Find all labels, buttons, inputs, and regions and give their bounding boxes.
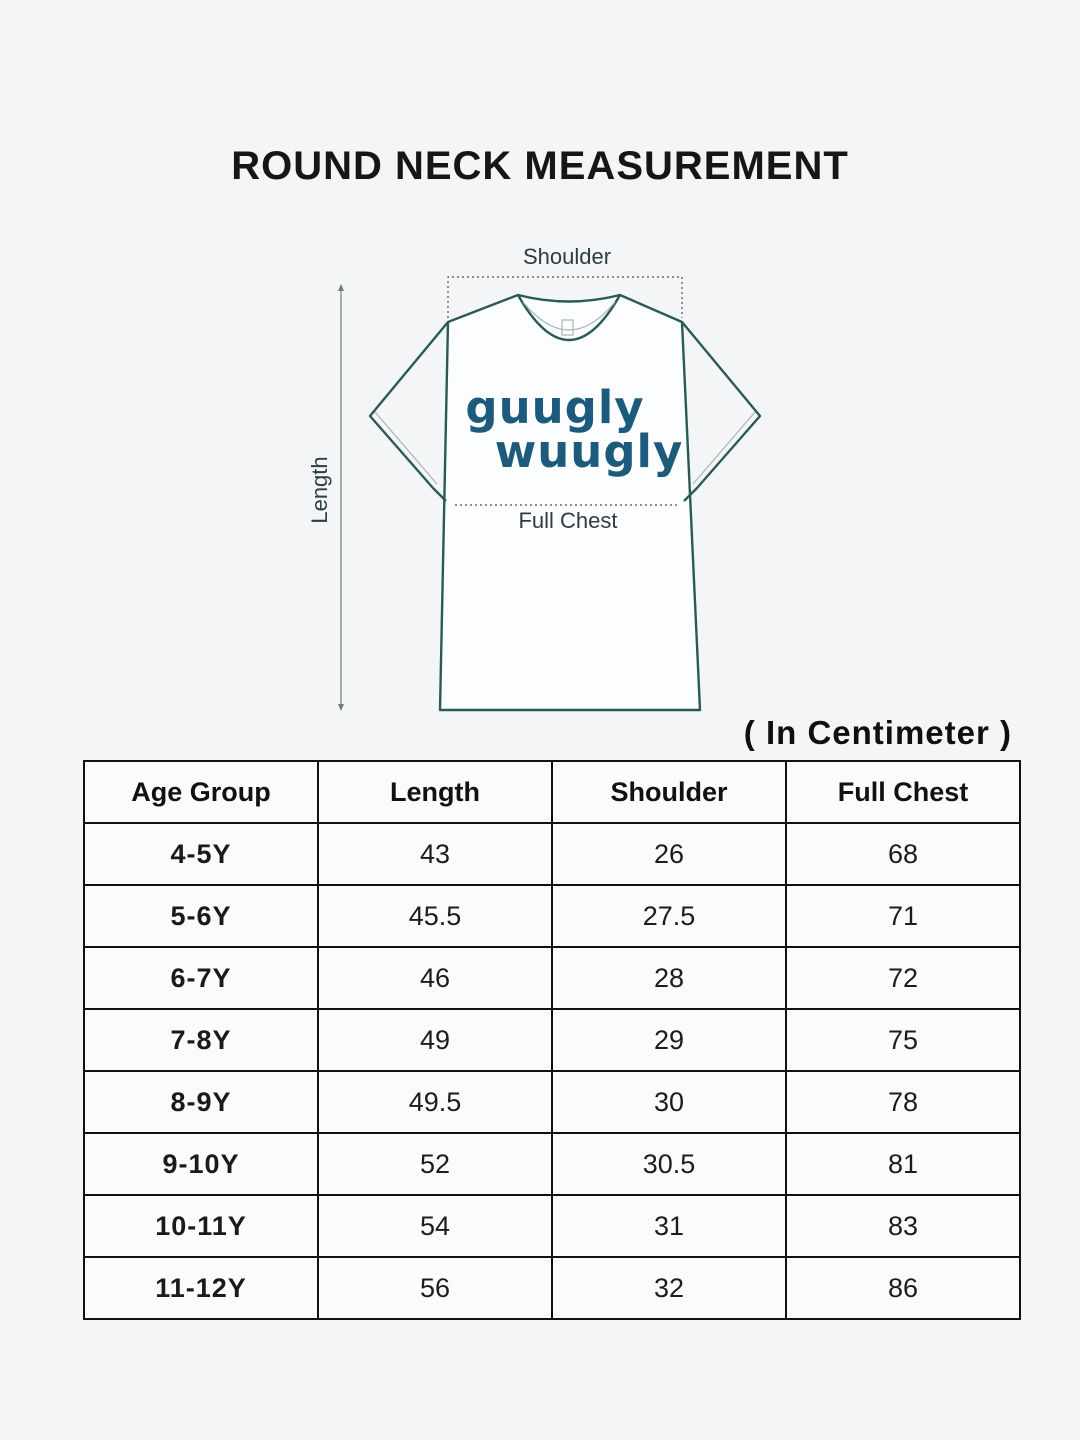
tshirt-body-outline [440,295,700,710]
length-cell: 52 [318,1133,552,1195]
shoulder-cell: 30.5 [552,1133,786,1195]
full-chest-cell: 78 [786,1071,1020,1133]
age-cell: 9-10Y [84,1133,318,1195]
length-cell: 45.5 [318,885,552,947]
shoulder-cell: 29 [552,1009,786,1071]
table-row [84,947,1020,1009]
shoulder-cell: 26 [552,823,786,885]
table-header-row [84,761,1020,823]
length-cell: 54 [318,1195,552,1257]
age-cell: 8-9Y [84,1071,318,1133]
full-chest-cell: 75 [786,1009,1020,1071]
length-arrow-top-icon [338,284,344,291]
length-cell: 46 [318,947,552,1009]
length-arrow-bottom-icon [338,704,344,711]
shoulder-cell: 28 [552,947,786,1009]
shoulder-cell: 27.5 [552,885,786,947]
shoulder-cell: 31 [552,1195,786,1257]
table-row [84,1257,1020,1319]
tshirt-diagram-svg [300,238,780,738]
header-age-group: Age Group [84,761,318,823]
right-sleeve-outline [682,322,760,501]
brand-logo-line1: guugly [465,381,645,434]
brand-logo-line2: wuugly [494,425,684,478]
table-row [84,1071,1020,1133]
age-cell: 11-12Y [84,1257,318,1319]
age-cell: 4-5Y [84,823,318,885]
full-chest-cell: 83 [786,1195,1020,1257]
age-cell: 10-11Y [84,1195,318,1257]
tshirt-measurement-diagram [300,238,780,738]
full-chest-cell: 71 [786,885,1020,947]
age-cell: 7-8Y [84,1009,318,1071]
length-cell: 56 [318,1257,552,1319]
unit-note: ( In Centimeter ) [743,714,1012,751]
full-chest-cell: 72 [786,947,1020,1009]
length-measure-label: Length [307,456,332,524]
table-row [84,823,1020,885]
age-cell: 5-6Y [84,885,318,947]
shoulder-cell: 32 [552,1257,786,1319]
shoulder-cell: 30 [552,1071,786,1133]
length-cell: 49 [318,1009,552,1071]
header-full-chest: Full Chest [786,761,1020,823]
table-row [84,1195,1020,1257]
full-chest-cell: 86 [786,1257,1020,1319]
full-chest-cell: 81 [786,1133,1020,1195]
table-row [84,1009,1020,1071]
header-length: Length [318,761,552,823]
size-table [83,760,1021,1320]
shoulder-measure-label: Shoulder [522,244,612,269]
page-title: ROUND NECK MEASUREMENT [231,144,849,188]
full-chest-measure-label: Full Chest [518,508,618,533]
full-chest-cell: 68 [786,823,1020,885]
age-cell: 6-7Y [84,947,318,1009]
length-cell: 49.5 [318,1071,552,1133]
table-row [84,885,1020,947]
length-cell: 43 [318,823,552,885]
header-shoulder: Shoulder [552,761,786,823]
table-row [84,1133,1020,1195]
